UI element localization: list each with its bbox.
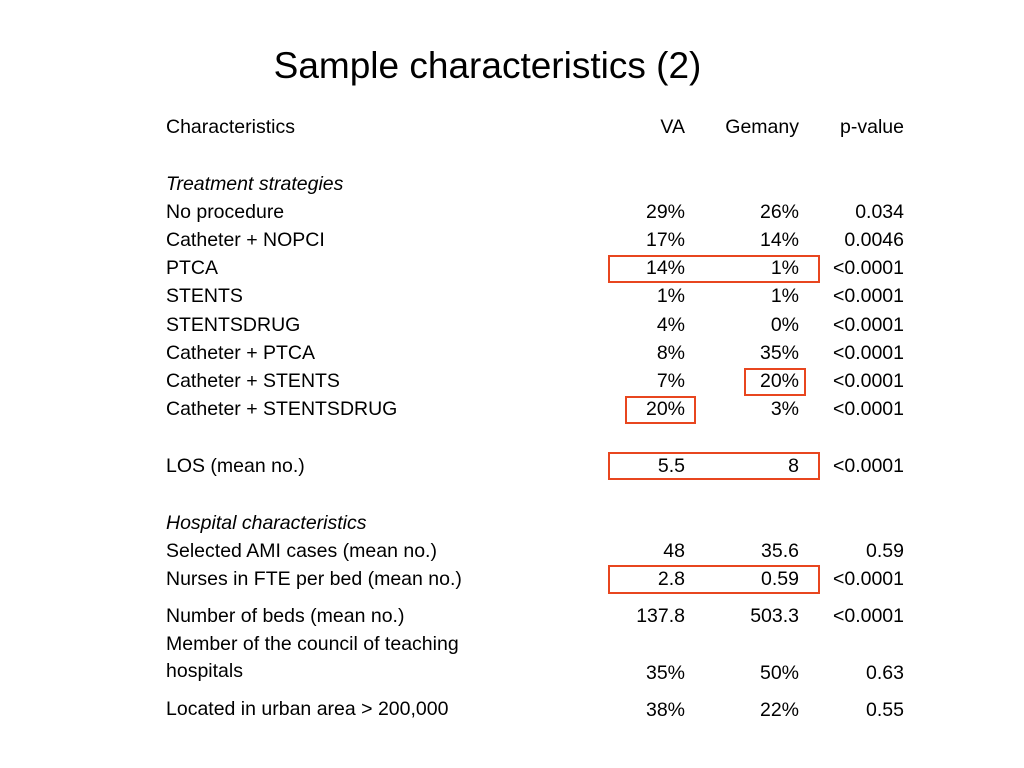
germany-value: 503.3: [750, 605, 799, 627]
row-label: Catheter + PTCA: [166, 342, 316, 364]
p-value: 0.0046: [844, 229, 904, 251]
p-value: 0.034: [855, 201, 904, 223]
p-value: <0.0001: [832, 568, 904, 590]
row-label: Number of beds (mean no.): [166, 605, 405, 627]
row-label: Located in urban area > 200,000: [166, 698, 449, 720]
section-treatment-strategies: Treatment strategies: [166, 173, 344, 195]
va-value: 4%: [656, 314, 685, 336]
highlight-box-germany-catheter-stents: [744, 368, 806, 396]
row-label: Selected AMI cases (mean no.): [166, 540, 437, 562]
slide-title: Sample characteristics (2): [273, 45, 702, 86]
va-value: 14%: [645, 257, 685, 279]
va-value: 8%: [656, 342, 685, 364]
germany-value: 1%: [770, 285, 799, 307]
va-value: 17%: [645, 229, 685, 251]
row-label-line2: hospitals: [166, 660, 243, 682]
va-value: 5.5: [657, 455, 685, 477]
section-hospital-characteristics: Hospital characteristics: [166, 512, 367, 534]
p-value: <0.0001: [832, 285, 904, 307]
germany-value: 20%: [759, 370, 799, 392]
p-value: <0.0001: [832, 342, 904, 364]
p-value: <0.0001: [832, 370, 904, 392]
row-label: Catheter + NOPCI: [166, 229, 325, 251]
germany-value: 0.59: [761, 568, 799, 590]
row-label: PTCA: [166, 257, 219, 279]
row-label: Catheter + STENTSDRUG: [166, 398, 398, 420]
header-va: VA: [660, 116, 685, 138]
header-p-value: p-value: [840, 116, 904, 138]
row-label: Catheter + STENTS: [166, 370, 340, 392]
p-value: <0.0001: [832, 605, 904, 627]
va-value: 38%: [645, 699, 685, 721]
va-value: 137.8: [636, 605, 685, 627]
row-label: Nurses in FTE per bed (mean no.): [166, 568, 462, 590]
p-value: 0.59: [866, 540, 904, 562]
germany-value: 35.6: [761, 540, 799, 562]
germany-value: 50%: [759, 662, 799, 684]
germany-value: 26%: [759, 201, 799, 223]
va-value: 1%: [656, 285, 685, 307]
highlight-box-los: [608, 452, 820, 480]
p-value: <0.0001: [832, 398, 904, 420]
germany-value: 1%: [770, 257, 799, 279]
highlight-box-ptca: [608, 255, 820, 283]
row-label-line1: Member of the council of teaching: [166, 633, 459, 655]
va-value: 29%: [645, 201, 685, 223]
row-label: STENTS: [166, 285, 243, 307]
p-value: <0.0001: [832, 455, 904, 477]
header-characteristics: Characteristics: [166, 116, 295, 138]
va-value: 20%: [645, 398, 685, 420]
p-value: <0.0001: [832, 314, 904, 336]
va-value: 2.8: [657, 568, 685, 590]
highlight-box-va-catheter-stentsdrug: [625, 396, 696, 424]
germany-value: 35%: [759, 342, 799, 364]
va-value: 7%: [656, 370, 685, 392]
row-label: STENTSDRUG: [166, 314, 301, 336]
germany-value: 3%: [770, 398, 799, 420]
row-label: LOS (mean no.): [166, 455, 305, 477]
p-value: 0.63: [866, 662, 904, 684]
germany-value: 0%: [770, 314, 799, 336]
highlight-box-nurses: [608, 565, 820, 594]
p-value: <0.0001: [832, 257, 904, 279]
va-value: 35%: [645, 662, 685, 684]
header-germany: Gemany: [725, 116, 799, 138]
germany-value: 8: [788, 455, 799, 477]
germany-value: 14%: [759, 229, 799, 251]
p-value: 0.55: [866, 699, 904, 721]
va-value: 48: [663, 540, 685, 562]
row-label: No procedure: [166, 201, 285, 223]
germany-value: 22%: [759, 699, 799, 721]
